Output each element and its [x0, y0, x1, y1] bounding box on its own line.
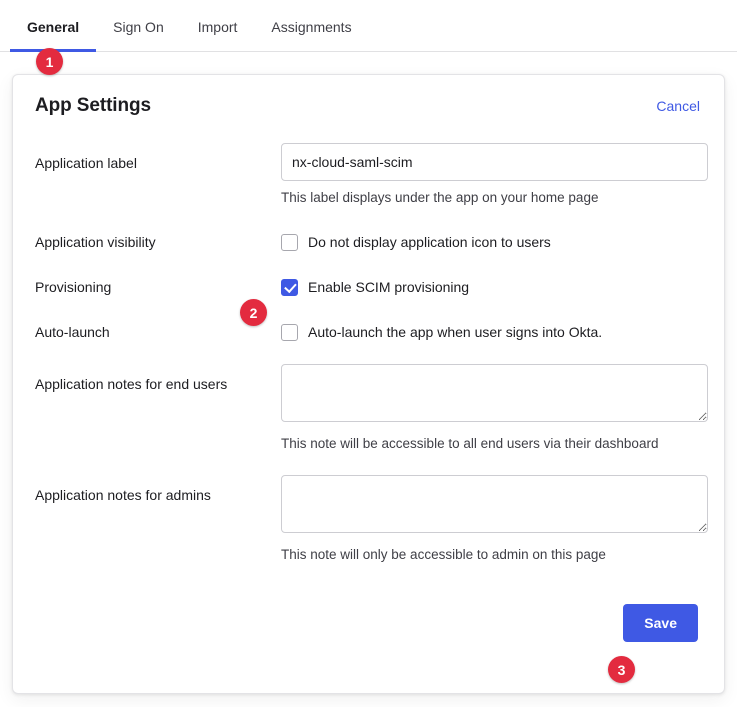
tab-assignments-label: Assignments	[271, 19, 352, 35]
card-header	[35, 95, 700, 117]
tab-sign-on[interactable]	[96, 19, 181, 52]
row-auto-launch	[35, 319, 700, 342]
notes-admins-textarea[interactable]	[281, 475, 708, 533]
notes-end-users-label: Application notes for end users	[35, 376, 228, 392]
application-label-label: Application label	[35, 155, 137, 171]
auto-launch-label: Auto-launch	[35, 324, 110, 340]
notes-admins-label: Application notes for admins	[35, 487, 211, 503]
visibility-checkbox-label[interactable]: Do not display application icon to users	[308, 234, 551, 250]
cancel-link[interactable]: Cancel	[656, 98, 700, 114]
notes-admins-helper: This note will only be accessible to admin on this page	[281, 547, 606, 562]
auto-launch-checkbox-row[interactable]	[281, 319, 700, 342]
notes-admins-field-wrap	[281, 475, 708, 564]
step-badge-3: 3	[608, 656, 635, 683]
row-application-label	[35, 143, 700, 207]
app-settings-panel	[0, 52, 737, 694]
visibility-checkbox-row[interactable]	[281, 229, 700, 252]
row-provisioning	[35, 274, 700, 297]
app-settings-card	[12, 74, 725, 694]
auto-launch-checkbox-label[interactable]: Auto-launch the app when user signs into Okta.	[308, 324, 603, 340]
tab-sign-on-label: Sign On	[113, 19, 164, 35]
visibility-checkbox[interactable]	[281, 234, 298, 251]
notes-end-users-textarea[interactable]	[281, 364, 708, 422]
step-badge-1: 1	[36, 48, 63, 75]
row-notes-admins	[35, 475, 700, 564]
provisioning-checkbox-label[interactable]: Enable SCIM provisioning	[308, 279, 470, 295]
application-label-helper: This label displays under the app on your home page	[281, 190, 599, 205]
notes-end-users-helper: This note will be accessible to all end users via their dashboard	[281, 436, 659, 451]
step-badge-2: 2	[240, 299, 267, 326]
row-application-visibility	[35, 229, 700, 252]
page-title: App Settings	[35, 95, 151, 116]
tab-assignments[interactable]	[254, 19, 368, 52]
tab-import-label: Import	[197, 19, 238, 35]
tab-import[interactable]	[181, 19, 255, 52]
application-visibility-label: Application visibility	[35, 234, 156, 250]
auto-launch-field-wrap	[281, 319, 700, 342]
application-label-field-wrap	[281, 143, 708, 207]
notes-end-users-field-wrap	[281, 364, 708, 453]
tab-general[interactable]	[10, 19, 96, 52]
provisioning-checkbox-row[interactable]	[281, 274, 700, 297]
tab-bar	[0, 0, 737, 52]
provisioning-label: Provisioning	[35, 279, 112, 295]
row-notes-end-users	[35, 364, 700, 453]
application-visibility-field-wrap	[281, 229, 700, 252]
tab-general-label: General	[27, 19, 80, 35]
application-label-input[interactable]	[281, 143, 708, 181]
provisioning-checkbox[interactable]	[281, 279, 298, 296]
save-button[interactable]: Save	[623, 604, 698, 642]
provisioning-field-wrap	[281, 274, 700, 297]
card-footer	[35, 604, 700, 642]
auto-launch-checkbox[interactable]	[281, 324, 298, 341]
